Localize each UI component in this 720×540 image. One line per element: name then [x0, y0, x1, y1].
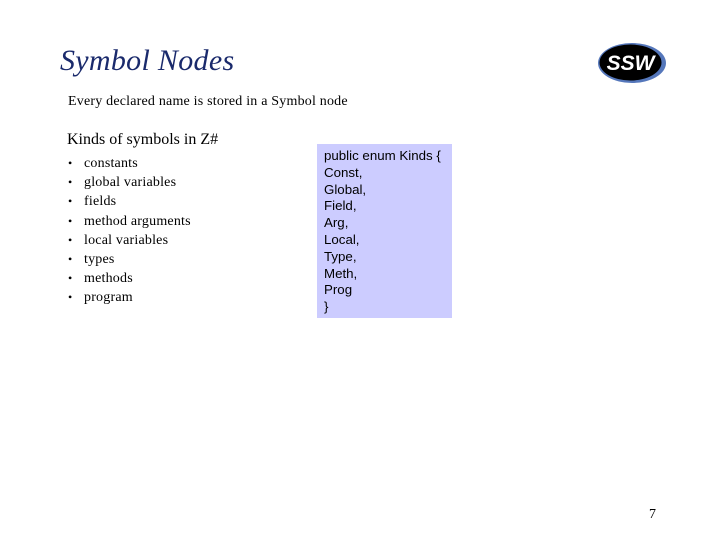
list-item — [68, 212, 191, 231]
code-line: } — [324, 299, 329, 315]
list-item — [68, 231, 191, 250]
code-line: Field, — [324, 198, 357, 214]
code-line: Type, — [324, 248, 357, 264]
list-item-label: program — [84, 290, 133, 306]
list-item-label: types — [84, 251, 115, 267]
code-line: public enum Kinds { — [324, 148, 441, 163]
list-item-label: method arguments — [84, 213, 191, 229]
bullet-icon: • — [68, 271, 73, 286]
list-item — [68, 154, 191, 173]
logo-text: SSW — [606, 52, 655, 75]
list-item — [68, 192, 191, 211]
bullet-icon: • — [68, 175, 73, 190]
bullet-icon: • — [68, 156, 73, 170]
code-line: Prog — [324, 282, 353, 298]
list-item — [68, 250, 191, 269]
code-line: Local, — [324, 231, 360, 247]
list-item-label: fields — [84, 194, 117, 210]
list-item-label: global variables — [84, 175, 177, 191]
bullet-icon: • — [68, 290, 73, 305]
list-item — [68, 269, 191, 288]
code-line: Arg, — [324, 215, 349, 231]
page-number: 7 — [649, 507, 656, 522]
enum-code-box — [317, 144, 452, 318]
bullet-icon: • — [68, 213, 73, 228]
intro-text: Every declared name is stored in a Symbol node — [68, 94, 348, 109]
list-item — [68, 173, 191, 192]
code-line: Meth, — [324, 265, 358, 281]
ssw-logo-icon — [597, 42, 667, 84]
list-item-label: methods — [84, 271, 133, 287]
bullet-icon: • — [68, 232, 73, 247]
list-item-label: constants — [84, 156, 138, 171]
kinds-list — [68, 154, 191, 308]
code-line: Global, — [324, 181, 367, 197]
slide-title: Symbol Nodes — [60, 44, 235, 77]
code-line: Const, — [324, 164, 363, 180]
list-item-label: local variables — [84, 232, 169, 248]
bullet-icon: • — [68, 251, 73, 266]
kinds-heading: Kinds of symbols in Z# — [67, 131, 219, 148]
bullet-icon: • — [68, 194, 73, 209]
list-item — [68, 288, 191, 307]
